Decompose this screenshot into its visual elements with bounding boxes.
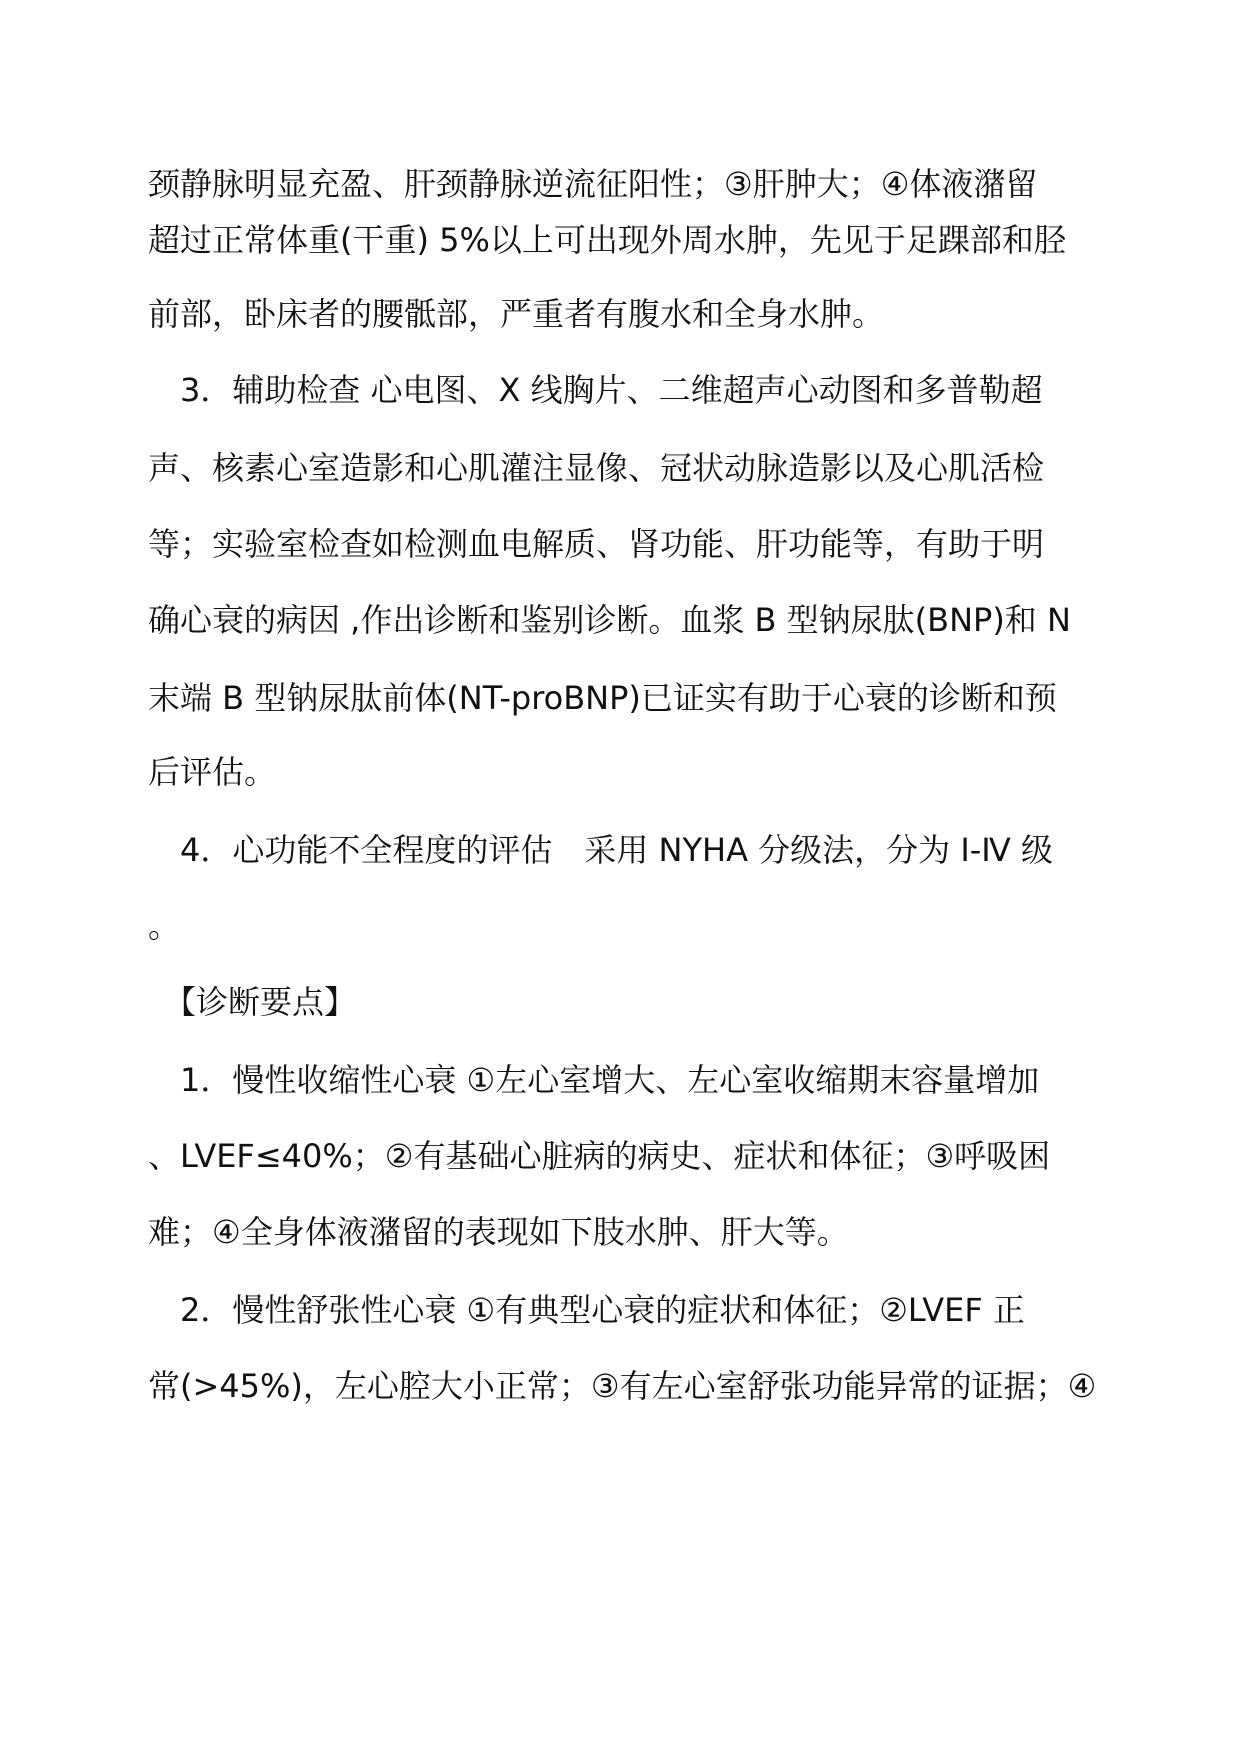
text-line: 、LVEF≤40%；②有基础心脏病的病史、症状和体征；③呼吸困 (148, 1137, 1051, 1175)
text-line: 1．慢性收缩性心衰 ①左心室增大、左心室收缩期末容量增加 (148, 1061, 1040, 1099)
text-line: 声、核素心室造影和心肌灌注显像、冠状动脉造影以及心肌活检 (148, 449, 1045, 487)
text-line: 2．慢性舒张性心衰 ①有典型心衰的症状和体征；②LVEF 正 (148, 1291, 1025, 1329)
text-line: 【诊断要点】 (148, 983, 357, 1021)
text-line: 末端 B 型钠尿肽前体(NT-proBNP)已证实有助于心衰的诊断和预 (148, 679, 1057, 717)
text-line: 确心衰的病因 ,作出诊断和鉴别诊断。血浆 B 型钠尿肽(BNP)和 N (148, 601, 1071, 639)
text-line: 等；实验室检查如检测血电解质、肾功能、肝功能等，有助于明 (148, 525, 1045, 563)
text-line: 4．心功能不全程度的评估 采用 NYHA 分级法，分为 I-Ⅳ 级 (148, 831, 1054, 869)
text-line: 3．辅助检查 心电图、X 线胸片、二维超声心动图和多普勒超 (148, 371, 1043, 409)
text-line: 前部，卧床者的腰骶部，严重者有腹水和全身水肿。 (148, 295, 885, 333)
text-line: 颈静脉明显充盈、肝颈静脉逆流征阳性；③肝肿大；④体液潴留 (148, 165, 1038, 203)
text-line: 。 (148, 907, 181, 945)
text-line: 超过正常体重(干重) 5%以上可出现外周水肿，先见于足踝部和胫 (148, 221, 1066, 259)
text-line: 后评估。 (148, 753, 277, 791)
text-line: 难；④全身体液潴留的表现如下肢水肿、肝大等。 (148, 1213, 849, 1251)
text-line: 常(>45%)，左心腔大小正常；③有左心室舒张功能异常的证据；④ (148, 1367, 1097, 1405)
